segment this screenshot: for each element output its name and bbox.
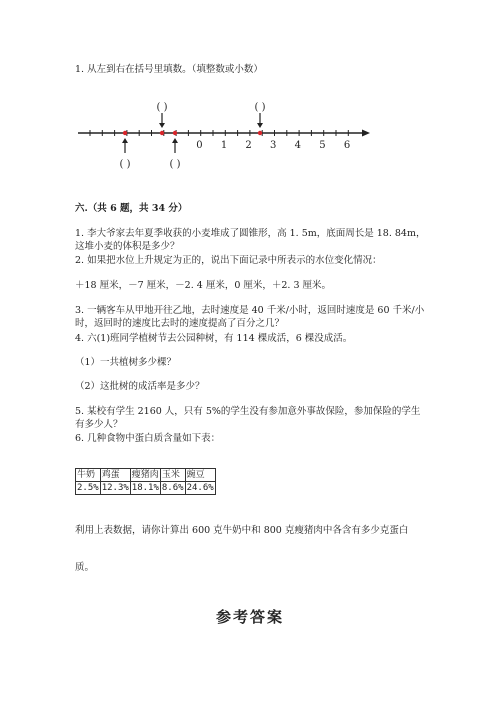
- problem-3-text: 3. 一辆客车从甲地开往乙地，去时速度是 40 千米/小时，返回时速度是 60 千米/小时，返回时的速度比去时的速度提高了百分之几？: [75, 305, 425, 329]
- problem-4-text: 4. 六(1)班同学植树节去公园种树，有 114 棵成活，6 棵没成活。: [75, 333, 353, 344]
- problem-4-sub-1: （1）一共植树多少棵？: [75, 357, 177, 368]
- table-value-cell: 2.5%: [77, 483, 99, 493]
- table-value-cell: 12.3%: [101, 483, 129, 493]
- problem-6-question-line-2: 质。: [75, 562, 95, 573]
- answer-blank-top: ( ): [156, 102, 168, 113]
- marked-point: [160, 131, 164, 135]
- answer-blank-bottom: ( ): [169, 159, 181, 170]
- problem-2-values: ＋18 厘米，－7 厘米，－2. 4 厘米，0 厘米，＋2. 3 厘米。: [75, 280, 332, 291]
- answers-heading: 参考答案: [215, 608, 284, 626]
- question-1-text: 1. 从左到右在括号里填数。（填整数或小数）: [75, 64, 263, 75]
- tick-label: 4: [294, 140, 301, 151]
- tick-label: 3: [270, 140, 277, 151]
- table-header-cell: 瘦猪肉: [131, 470, 159, 480]
- table-header-cell: 牛奶: [76, 469, 101, 482]
- table-value-cell: 18.1%: [131, 483, 159, 493]
- number-line: [0, 95, 500, 175]
- axis-arrowhead: [362, 130, 370, 137]
- problem-4-sub-2: （2）这批树的成活率是多少？: [75, 381, 205, 392]
- answer-blank-bottom: ( ): [119, 159, 131, 170]
- tick-label: 2: [245, 140, 252, 151]
- problem-2-text: 2. 如果把水位上升规定为正的，说出下面记录中所表示的水位变化情况：: [75, 255, 382, 266]
- problem-6-text: 6. 几种食物中蛋白质含量如下表：: [75, 433, 221, 444]
- tick-label: 6: [343, 140, 351, 151]
- problem-6-question-line-1: 利用上表数据，请你计算出 600 克牛奶中和 800 克瘦猪肉中各含有多少克蛋白: [75, 525, 409, 536]
- table-value-cell: 24.6%: [186, 483, 214, 493]
- up-arrow-head: [122, 138, 128, 143]
- table-header-cell: 豌豆: [185, 469, 215, 482]
- marked-point: [173, 131, 177, 135]
- problem-1-text: 1. 李大爷家去年夏季收获的小麦堆成了圆锥形，高 1. 5m，底面周长是 18. 84m，这堆小麦的体积是多少？: [75, 228, 426, 252]
- down-arrow-head: [159, 123, 165, 128]
- table-header-cell: 玉米: [160, 469, 185, 482]
- protein-table-header-row: [76, 469, 216, 482]
- protein-table: [75, 468, 216, 495]
- tick-label: 5: [319, 140, 326, 151]
- up-arrow-head: [172, 138, 178, 143]
- tick-label: 1: [220, 140, 228, 151]
- tick-label: 0: [196, 140, 203, 151]
- problem-5-text: 5. 某校有学生 2160 人，只有 5%的学生没有参加意外事故保险，参加保险的学生有多少人？: [75, 406, 421, 430]
- section-6-title: 六.（共 6 题，共 34 分）: [75, 203, 188, 214]
- answer-blank-top: ( ): [254, 102, 266, 113]
- table-value-cell: 8.6%: [161, 483, 184, 493]
- down-arrow-head: [257, 123, 263, 128]
- protein-table-value-row: [76, 482, 216, 495]
- marked-point: [258, 131, 262, 135]
- table-header-cell: 鸡蛋: [100, 469, 130, 482]
- marked-point: [123, 131, 127, 135]
